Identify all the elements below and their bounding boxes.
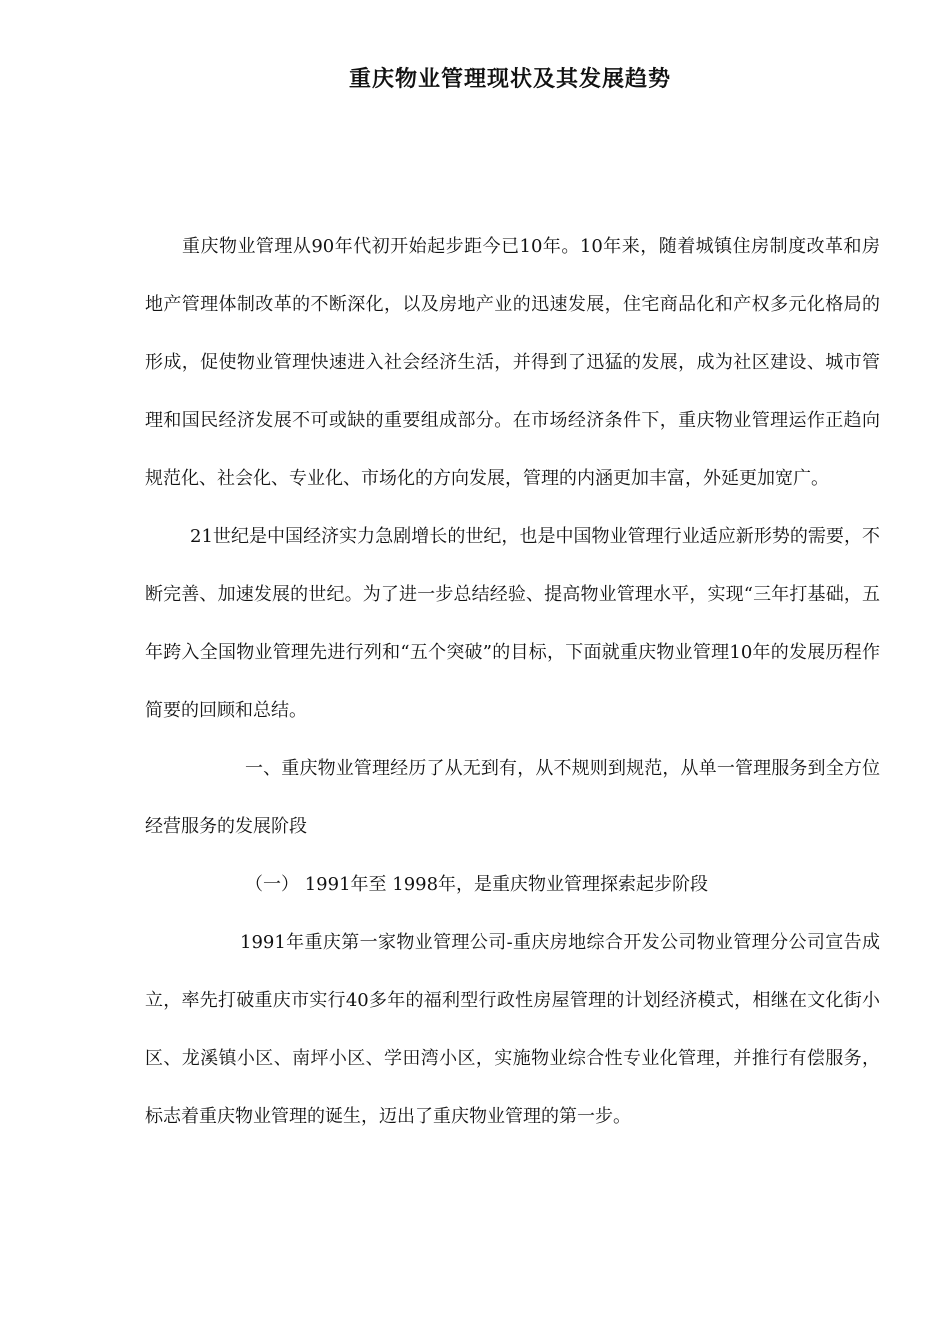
document-title: 重庆物业管理现状及其发展趋势	[348, 67, 671, 92]
subsection-heading-1: （一） 1991年至 1998年，是重庆物业管理探索起步阶段	[245, 874, 709, 895]
paragraph-1991: 1991年重庆第一家物业管理公司-重庆房地综合开发公司物业管理分公司宣告成立，率先打破重庆市实行40多年的福利型行政性房屋管理的计划经济模式，相继在文化街小区、龙溪镇小区、南坪小区、学田湾小区，实施物业综合性专业化管理，并推行有偿服务，标志着重庆物业管理的诞生，迈出了重庆物业管理的第一步。	[145, 932, 880, 1127]
paragraph-intro: 重庆物业管理从90年代初开始起步距今已10年。10年来，随着城镇住房制度改革和房地产管理体制改革的不断深化，以及房地产业的迅速发展，住宅商品化和产权多元化格局的形成，促使物业管理快速进入社会经济生活，并得到了迅猛的发展，成为社区建设、城市管理和国民经济发展不可或缺的重要组成部分。在市场经济条件下，重庆物业管理运作正趋向规范化、社会化、专业化、市场化的方向发展，管理的内涵更加丰富，外延更加宽广。	[145, 236, 880, 489]
paragraph-21st-century: 21世纪是中国经济实力急剧增长的世纪，也是中国物业管理行业适应新形势的需要，不断完善、加速发展的世纪。为了进一步总结经验、提高物业管理水平，实现“三年打基础，五年跨入全国物业管理先进行列和“五个突破”的目标，下面就重庆物业管理10年的发展历程作简要的回顾和总结。	[145, 526, 880, 721]
section-heading-1: 一、重庆物业管理经历了从无到有，从不规则到规范，从单一管理服务到全方位经营服务的发展阶段	[145, 758, 880, 837]
document-body	[145, 218, 880, 1146]
